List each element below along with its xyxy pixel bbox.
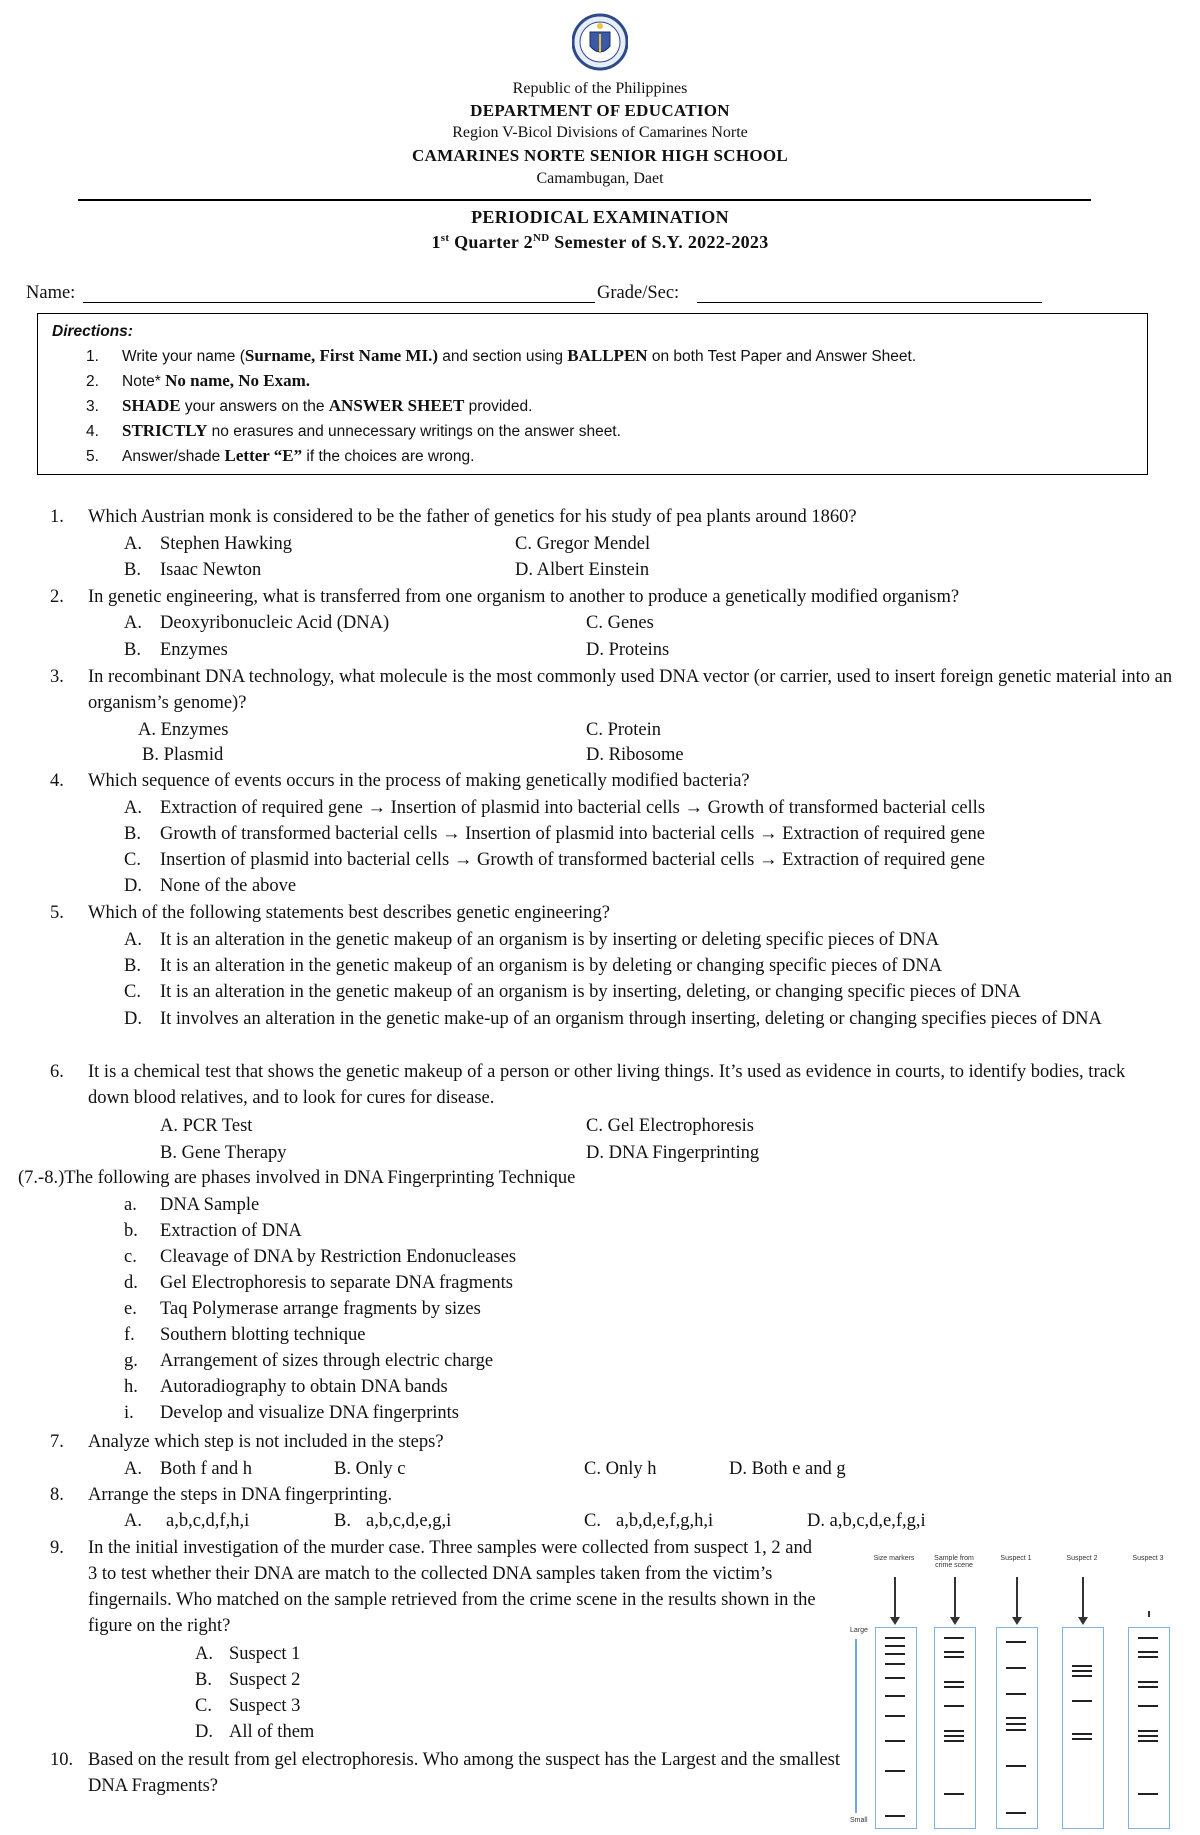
gel-band xyxy=(885,1645,905,1647)
large-label: Large xyxy=(850,1627,868,1634)
options-q9 xyxy=(195,1641,314,1745)
gel-band xyxy=(1006,1729,1026,1731)
gel-band xyxy=(1138,1793,1158,1795)
exam-title: PERIODICAL EXAMINATION xyxy=(471,207,729,227)
gel-band xyxy=(1138,1730,1158,1732)
gel-band xyxy=(1138,1705,1158,1707)
option-a: A. PCR Test xyxy=(160,1116,253,1136)
gel-band xyxy=(885,1815,905,1817)
gel-band xyxy=(944,1656,964,1658)
gel-band xyxy=(1138,1686,1158,1688)
question-5: 5. Which of the following statements best describes genetic engineering? xyxy=(50,903,610,923)
option-b: B. Isaac Newton xyxy=(124,560,262,580)
option-b: B. a,b,c,d,e,g,i xyxy=(334,1511,452,1531)
header-school: CAMARINES NORTE SENIOR HIGH SCHOOL xyxy=(411,146,789,165)
list-item: e. Taq Polymerase arrange fragments by sizes xyxy=(124,1299,481,1319)
lane-title: Suspect 2 xyxy=(1066,1555,1098,1562)
gel-electrophoresis-figure xyxy=(850,1555,1180,1830)
option-d: D. DNA Fingerprinting xyxy=(586,1143,760,1163)
deped-seal xyxy=(572,10,628,74)
gel-band xyxy=(1006,1723,1026,1725)
steps-list xyxy=(124,1192,516,1426)
quarter-line: 1st Quarter 2ND Semester of S.Y. 2022-2023 xyxy=(431,232,769,252)
gel-band xyxy=(885,1653,905,1655)
gel-band xyxy=(885,1770,905,1772)
direction-item: 5. Answer/shade Letter “E” if the choices are wrong. xyxy=(86,446,475,465)
header-divider xyxy=(78,199,1091,201)
arrow xyxy=(954,1577,956,1619)
gel-band xyxy=(944,1705,964,1707)
gel-band xyxy=(944,1740,964,1742)
name-field[interactable] xyxy=(83,302,595,303)
gel-band xyxy=(1006,1641,1026,1643)
option-c: C. Protein xyxy=(586,720,662,740)
arrow-head-icon xyxy=(1012,1617,1022,1625)
gel-band xyxy=(1138,1735,1158,1737)
option-d: D. Proteins xyxy=(586,640,670,660)
gel-band xyxy=(1072,1670,1092,1672)
option-d: D. Albert Einstein xyxy=(515,560,650,580)
option-d: D. Both e and g xyxy=(729,1459,846,1479)
option-c: C. Gregor Mendel xyxy=(515,534,651,554)
option-b: B. Only c xyxy=(334,1459,406,1479)
gel-band xyxy=(944,1735,964,1737)
header-department: DEPARTMENT OF EDUCATION xyxy=(470,101,730,120)
option-d: D. It involves an alteration in the genetic make-up of an organism through inserting, deleting or changing specifies pieces of DNA xyxy=(124,1009,1102,1029)
gel-band xyxy=(944,1651,964,1653)
direction-item: 1. Write your name (Surname, First Name MI.) and section using BALLPEN on both Test Paper and Answer Sheet. xyxy=(86,346,917,365)
option-b: B. Growth of transformed bacterial cells → Insertion of plasmid into bacterial cells → Extraction of required gene xyxy=(124,824,986,844)
size-axis xyxy=(855,1639,857,1813)
option-a: A. Suspect 1 xyxy=(195,1644,301,1664)
question-2: 2. In genetic engineering, what is transferred from one organism to another to produce a genetically modified organism? xyxy=(50,587,960,607)
gel-band xyxy=(1006,1812,1026,1814)
option-b: B. Suspect 2 xyxy=(195,1670,301,1690)
list-item: g. Arrangement of sizes through electric charge xyxy=(124,1351,494,1371)
option-c: C. Insertion of plasmid into bacterial cells → Growth of transformed bacterial cells → Extraction of required gene xyxy=(124,850,986,870)
option-c: C. Genes xyxy=(586,613,654,633)
gel-band xyxy=(1138,1656,1158,1658)
gel-band xyxy=(1072,1700,1092,1702)
gel-band xyxy=(1072,1665,1092,1667)
question-9: 9. In the initial investigation of the murder case. Three samples were collected from suspect 1, 2 and 3 to test whether their DNA are match to the collected DNA samples taken from the victim’s fingernails. Who matched on the sample retrieved from the crime scene in the results shown in the figure on the right? xyxy=(50,1538,816,1636)
arrow xyxy=(1148,1611,1150,1617)
lane-title: Size markers xyxy=(873,1555,915,1562)
question-7: 7. Analyze which step is not included in the steps? xyxy=(50,1432,444,1452)
list-item: a. DNA Sample xyxy=(124,1195,260,1215)
gel-band xyxy=(1006,1765,1026,1767)
header-republic: Republic of the Philippines xyxy=(512,80,688,97)
small-label: Small xyxy=(850,1817,868,1824)
question-1: 1. Which Austrian monk is considered to be the father of genetics for his study of pea plants around 1860? xyxy=(50,507,857,527)
steps-intro: (7.-8.)The following are phases involved in DNA Fingerprinting Technique xyxy=(18,1168,576,1188)
question-8: 8. Arrange the steps in DNA fingerprinting. xyxy=(50,1485,393,1505)
direction-item: 3. SHADE your answers on the ANSWER SHEET provided. xyxy=(86,396,533,415)
option-a: A. a,b,c,d,f,h,i xyxy=(124,1511,250,1531)
lane-title: Sample from crime scene xyxy=(934,1555,974,1569)
arrow-head-icon xyxy=(890,1617,900,1625)
arrow-head-icon xyxy=(950,1617,960,1625)
gel-band xyxy=(885,1663,905,1665)
gel-band xyxy=(1072,1738,1092,1740)
gel-band xyxy=(1138,1740,1158,1742)
question-10: 10. Based on the result from gel electrophoresis. Who among the suspect has the Largest and the smallest DNA Fragments? xyxy=(50,1750,840,1796)
gel-band xyxy=(1072,1675,1092,1677)
gel-band xyxy=(1138,1637,1158,1639)
lane-title: Suspect 3 xyxy=(1132,1555,1164,1562)
question-4: 4. Which sequence of events occurs in the process of making genetically modified bacteria? xyxy=(50,771,750,791)
option-d: D. a,b,c,d,e,f,g,i xyxy=(807,1511,926,1531)
list-item: c. Cleavage of DNA by Restriction Endonucleases xyxy=(124,1247,517,1267)
list-item: b. Extraction of DNA xyxy=(124,1221,302,1241)
gel-band xyxy=(944,1637,964,1639)
gel-band xyxy=(885,1637,905,1639)
arrow xyxy=(1082,1577,1084,1619)
arrow-head-icon xyxy=(1078,1617,1088,1625)
header-address: Camambugan, Daet xyxy=(536,170,664,187)
arrow xyxy=(894,1577,896,1619)
directions-title: Directions: xyxy=(52,323,133,340)
gel-band xyxy=(885,1715,905,1717)
list-item: f. Southern blotting technique xyxy=(124,1325,366,1345)
option-c: C. It is an alteration in the genetic makeup of an organism is by inserting, deleting, or changing specific pieces of DNA xyxy=(124,982,1021,1002)
option-a: A. Extraction of required gene → Insertion of plasmid into bacterial cells → Growth of transformed bacterial cells xyxy=(124,798,986,818)
list-item: i. Develop and visualize DNA fingerprints xyxy=(124,1403,460,1423)
grade-label: Grade/Sec: xyxy=(597,283,680,303)
question-6: 6. It is a chemical test that shows the genetic makeup of a person or other living things. It’s used as evidence in courts, to identify bodies, track down blood relatives, and to look for cures for disease. xyxy=(50,1062,1126,1108)
gel-band xyxy=(944,1686,964,1688)
directions-list xyxy=(86,346,1136,471)
option-a: A. Stephen Hawking xyxy=(124,534,293,554)
gel-lane-suspect-1 xyxy=(996,1627,1038,1829)
gel-band xyxy=(1138,1681,1158,1683)
option-b: B. It is an alteration in the genetic makeup of an organism is by deleting or changing specific pieces of DNA xyxy=(124,956,943,976)
option-d: D. Ribosome xyxy=(586,745,684,765)
gel-band xyxy=(1006,1667,1026,1669)
option-c: C. Gel Electrophoresis xyxy=(586,1116,754,1136)
header-region: Region V-Bicol Divisions of Camarines Norte xyxy=(452,124,748,141)
gel-band xyxy=(1006,1693,1026,1695)
option-a: A. Enzymes xyxy=(138,720,229,740)
option-a: A. Deoxyribonucleic Acid (DNA) xyxy=(124,613,390,633)
option-d: D. All of them xyxy=(195,1722,315,1742)
direction-item: 4. STRICTLY no erasures and unnecessary writings on the answer sheet. xyxy=(86,421,621,440)
grade-field[interactable] xyxy=(697,302,1042,303)
option-b: B. Enzymes xyxy=(124,640,228,660)
gel-band xyxy=(944,1730,964,1732)
gel-band xyxy=(944,1793,964,1795)
option-a: A. Both f and h xyxy=(124,1459,252,1479)
option-a: A. It is an alteration in the genetic makeup of an organism is by inserting or deleting specific pieces of DNA xyxy=(124,930,940,950)
question-3: 3. In recombinant DNA technology, what molecule is the most commonly used DNA vector (or carrier, used to insert foreign genetic material into an organism’s genome)? xyxy=(50,667,1173,713)
gel-band xyxy=(885,1677,905,1679)
option-d: D. None of the above xyxy=(124,876,297,896)
option-b: B. Gene Therapy xyxy=(160,1143,287,1163)
gel-band xyxy=(1138,1651,1158,1653)
gel-band xyxy=(1072,1733,1092,1735)
option-c: C. Only h xyxy=(584,1459,657,1479)
option-b: B. Plasmid xyxy=(142,745,224,765)
list-item: d. Gel Electrophoresis to separate DNA fragments xyxy=(124,1273,513,1293)
direction-item: 2. Note* No name, No Exam. xyxy=(86,371,311,390)
option-c: C. a,b,d,e,f,g,h,i xyxy=(584,1511,714,1531)
gel-lane-markers xyxy=(875,1627,917,1829)
option-c: C. Suspect 3 xyxy=(195,1696,301,1716)
gel-band xyxy=(944,1681,964,1683)
gel-lane-suspect-2 xyxy=(1062,1627,1104,1829)
list-item: h. Autoradiography to obtain DNA bands xyxy=(124,1377,448,1397)
lane-title: Suspect 1 xyxy=(1000,1555,1032,1562)
gel-band xyxy=(885,1740,905,1742)
gel-band xyxy=(885,1695,905,1697)
gel-band xyxy=(1006,1717,1026,1719)
name-label: Name: xyxy=(26,283,76,303)
arrow xyxy=(1016,1577,1018,1619)
